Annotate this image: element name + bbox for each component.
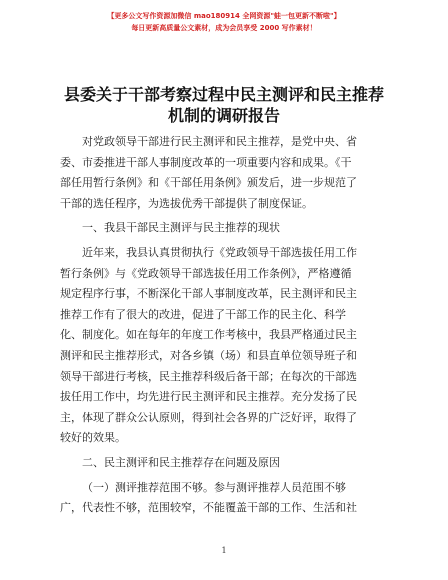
paragraph-1-line-2: 委、市委推进干部人事制度改革的一项重要内容和成果。《干 (60, 155, 352, 169)
paragraph-1-line-3: 部任用暂行条例》和《干部任用条例》颁发后，进一步规范了 (60, 176, 357, 190)
page-number: 1 (221, 546, 227, 555)
section-heading-2: 二、民主测评和民主推荐存在问题及原因 (82, 455, 280, 469)
banner-line-1: 【更多公文写作资源加微信 mao180914 全网资源"蛙一包更新不断啦"】 (107, 12, 341, 20)
paragraph-2-line-5: 化、制度化。如在每年的年度工作考核中，我县严格通过民主 (60, 328, 357, 342)
document-body (60, 132, 390, 519)
document-title-line-2: 机制的调研报告 (167, 106, 280, 125)
paragraph-2-line-3: 规定程序行事，不断深化干部人事制度改革，民主测评和民主 (60, 287, 357, 301)
paragraph-2-line-8: 拔任用工作中，均先进行民主测评和民主推荐。充分发扬了民 (60, 390, 357, 404)
section-heading-1: 一、我县干部民主测评与民主推荐的现状 (82, 221, 280, 235)
paragraph-2-line-4: 推荐工作有了很大的改进，促进了干部工作的民主化、科学 (60, 307, 346, 321)
document-title-line-1: 县委关于干部考察过程中民主测评和民主推荐 (63, 85, 384, 104)
paragraph-2-line-7: 领导干部进行考核，民主推荐科级后备干部；在每次的干部选 (60, 369, 357, 383)
paragraph-2-line-9: 主，体现了群众公认原则，得到社会各界的广泛好评，取得了 (60, 410, 357, 424)
paragraph-3-line-1: （一）测评推荐范围不够。参与测评推荐人员范围不够 (82, 480, 346, 494)
paragraph-2-line-6: 测评和民主推荐形式，对各乡镇（场）和县直单位领导班子和 (60, 348, 357, 362)
paragraph-2-line-10: 较好的效果。 (60, 431, 126, 445)
paragraph-1-line-4: 干部的选任程序，为选拔优秀干部提供了制度保证。 (60, 196, 313, 210)
paragraph-2-line-2: 暂行条例》与《党政领导干部选拔任用工作条例》，严格遵循 (60, 266, 352, 280)
paragraph-3-line-2: 广，代表性不够，范围较窄，不能覆盖干部的工作、生活和社 (60, 501, 357, 515)
banner-line-2: 每日更新高质量公文素材，成为会员享受 2000 写作素材！ (131, 24, 317, 32)
paragraph-1-line-1: 对党政领导干部进行民主测评和民主推荐，是党中央、省 (82, 135, 357, 148)
paragraph-2-line-1: 近年来，我县认真贯彻执行《党政领导干部选拔任用工作 (82, 245, 357, 259)
